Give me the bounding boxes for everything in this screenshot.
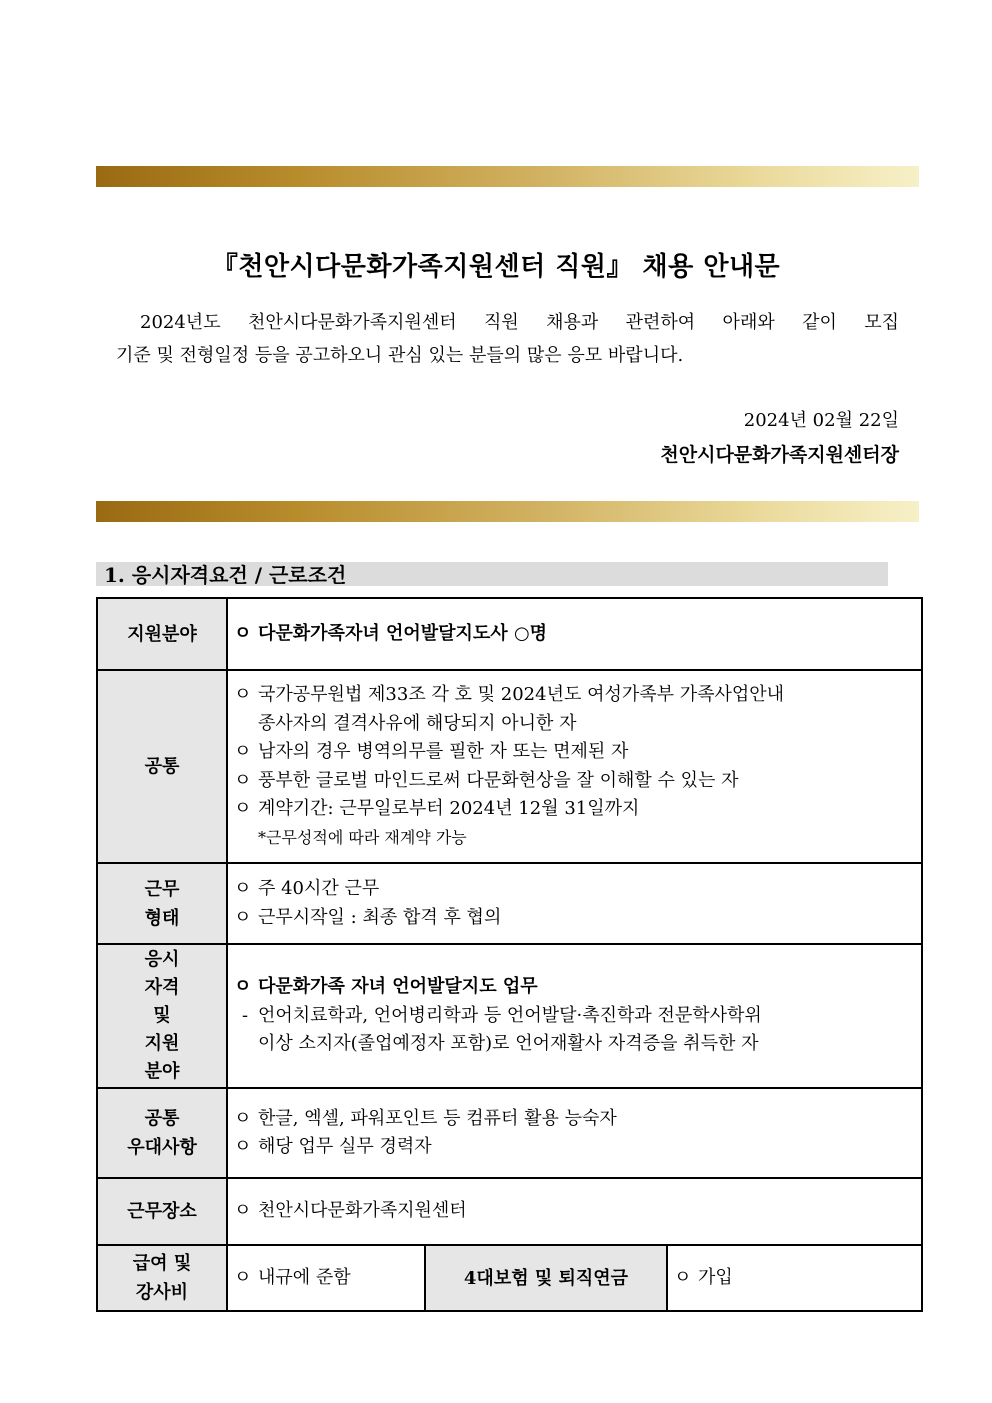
common-item-1-cont: 종사자의 결격사유에 해당되지 아니한 자 — [258, 712, 577, 734]
label-location: 근무장소 — [97, 1178, 227, 1245]
bullet-icon: ㅇ — [234, 976, 252, 998]
cell-insurance — [667, 1245, 922, 1311]
bullet-icon: ㅇ — [234, 741, 252, 762]
label-preference-2: 우대사항 — [127, 1137, 197, 1158]
dash-icon: - — [242, 1004, 249, 1026]
section-heading: 1. 응시자격요건 / 근로조건 — [96, 562, 888, 586]
label-work-type-1: 근무 — [144, 878, 180, 900]
intro-line-2: 기준 및 전형일정 등을 공고하오니 관심 있는 분들의 많은 응모 바랍니다. — [116, 345, 684, 366]
bullet-icon: ㅇ — [234, 798, 252, 819]
bullet-icon: ㅇ — [234, 906, 252, 928]
notice-intro — [116, 306, 899, 372]
cell-work-type — [227, 863, 922, 944]
common-item-4: 계약기간: 근무일로부터 2024년 12월 31일까지 — [258, 798, 640, 819]
field-item: 다문화가족자녀 언어발달지도사 ○명 — [258, 622, 548, 644]
bullet-icon: ㅇ — [234, 1136, 252, 1157]
label-qualification — [97, 944, 227, 1088]
label-qualification-3: 및 — [153, 1005, 171, 1026]
qualification-detail-1: 언어치료학과, 언어병리학과 등 언어발달·촉진학과 전문학사학위 — [258, 1004, 762, 1026]
common-note: *근무성적에 따라 재계약 가능 — [258, 827, 467, 847]
row-location — [97, 1178, 922, 1245]
label-common: 공통 — [97, 670, 227, 863]
salary-item: 내규에 준함 — [258, 1266, 351, 1288]
label-qualification-1: 응시 — [144, 949, 180, 970]
label-preference-1: 공통 — [144, 1108, 180, 1129]
qualification-item: 다문화가족 자녀 언어발달지도 업무 — [258, 976, 538, 998]
cell-common — [227, 670, 922, 863]
work-type-item-2: 근무시작일 : 최종 합격 후 협의 — [258, 906, 502, 928]
bullet-icon: ㅇ — [234, 878, 252, 899]
notice-signer: 천안시다문화가족지원센터장 — [660, 444, 899, 466]
bullet-icon: ㅇ — [234, 1200, 252, 1222]
label-preference — [97, 1088, 227, 1178]
row-work-type — [97, 863, 922, 944]
bottom-gold-divider — [96, 501, 919, 522]
work-type-item-1: 주 40시간 근무 — [258, 878, 380, 899]
cell-preference — [227, 1088, 922, 1178]
label-qualification-5: 분야 — [144, 1061, 180, 1082]
row-qualification — [97, 944, 922, 1088]
cell-qualification — [227, 944, 922, 1088]
common-item-3: 풍부한 글로벌 마인드로써 다문화현상을 잘 이해할 수 있는 자 — [258, 769, 739, 791]
requirements-table — [96, 597, 923, 1312]
cell-field — [227, 598, 922, 670]
bullet-icon: ㅇ — [234, 684, 252, 705]
label-qualification-4: 지원 — [144, 1033, 180, 1054]
label-salary — [97, 1245, 227, 1311]
top-gold-divider — [96, 166, 919, 187]
row-preference — [97, 1088, 922, 1178]
row-salary — [97, 1245, 922, 1311]
common-item-1: 국가공무원법 제33조 각 호 및 2024년도 여성가족부 가족사업안내 — [258, 684, 785, 705]
bullet-icon: ㅇ — [234, 622, 252, 644]
cell-salary — [227, 1245, 425, 1311]
bullet-icon: ㅇ — [674, 1266, 692, 1288]
insurance-item: 가입 — [698, 1266, 733, 1288]
notice-title: 『천안시다문화가족지원센터 직원』 채용 안내문 — [211, 252, 781, 282]
row-common — [97, 670, 922, 863]
intro-line-1: 2024년도 천안시다문화가족지원센터 직원 채용과 관련하여 아래와 같이 모집 — [140, 312, 899, 333]
cell-location — [227, 1178, 922, 1245]
notice-date: 2024년 02월 22일 — [743, 410, 899, 431]
label-field: 지원분야 — [97, 598, 227, 670]
label-salary-2: 강사비 — [135, 1282, 189, 1303]
location-item: 천안시다문화가족지원센터 — [258, 1200, 467, 1222]
label-qualification-2: 자격 — [144, 977, 180, 998]
label-work-type — [97, 863, 227, 944]
label-salary-1: 급여 및 — [132, 1253, 192, 1274]
row-field — [97, 598, 922, 670]
common-item-2: 남자의 경우 병역의무를 필한 자 또는 면제된 자 — [258, 741, 629, 762]
label-insurance: 4대보험 및 퇴직연금 — [425, 1245, 667, 1311]
preference-item-1: 한글, 엑셀, 파워포인트 등 컴퓨터 활용 능숙자 — [258, 1107, 617, 1129]
preference-item-2: 해당 업무 실무 경력자 — [258, 1136, 432, 1157]
bullet-icon: ㅇ — [234, 1266, 252, 1288]
label-work-type-2: 형태 — [144, 907, 180, 929]
bullet-icon: ㅇ — [234, 769, 252, 791]
bullet-icon: ㅇ — [234, 1107, 252, 1129]
qualification-detail-2: 이상 소지자(졸업예정자 포함)로 언어재활사 자격증을 취득한 자 — [258, 1033, 759, 1055]
